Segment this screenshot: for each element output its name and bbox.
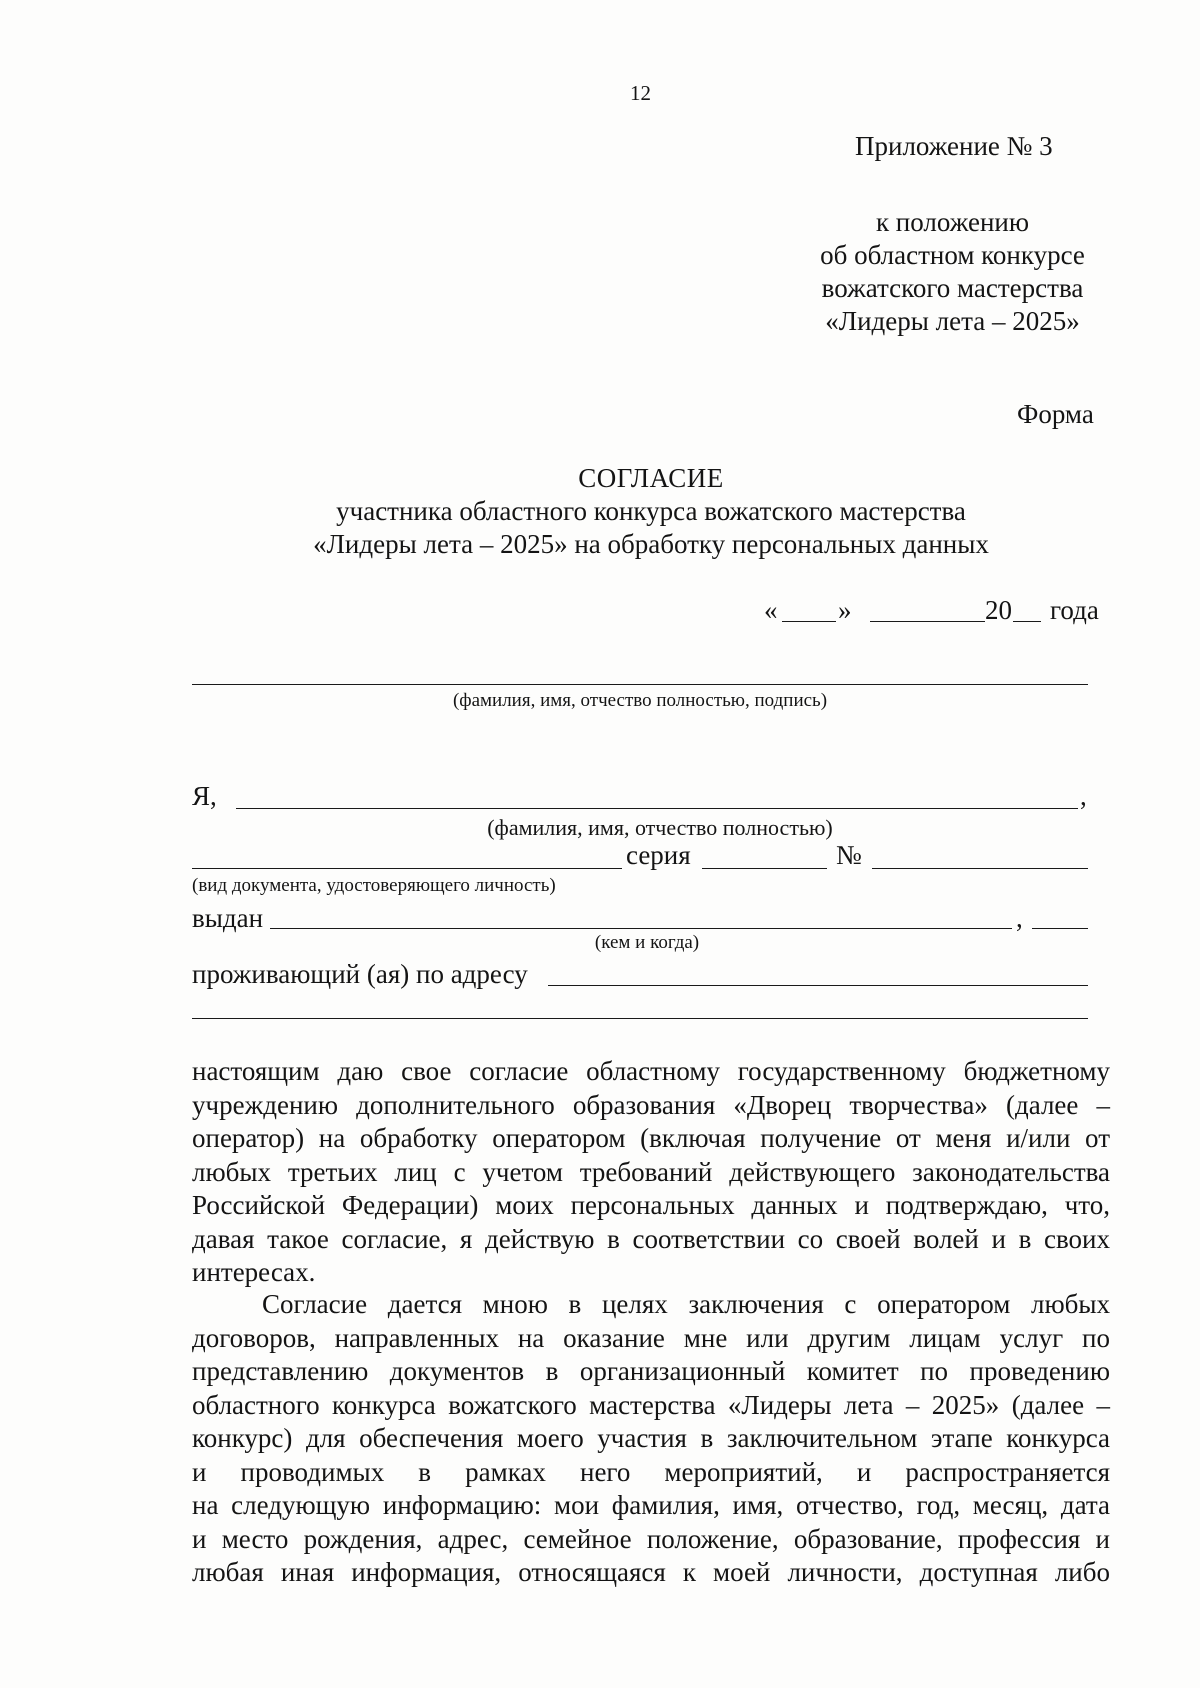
date-day-blank[interactable] (782, 621, 836, 622)
series-blank[interactable] (702, 868, 827, 869)
date-month-blank[interactable] (870, 621, 985, 622)
paragraph-line: Согласие дается мною в целях заключения с оператором любых (262, 1289, 1110, 1319)
date-year-word: года (1050, 595, 1099, 625)
issued-label: выдан (192, 903, 264, 933)
paragraph-line: давая такое согласие, я действую в соответствии со своей волей и в своих (192, 1223, 1110, 1254)
paragraph-line: конкурс) для обеспечения моего участия в заключительном этапе конкурса (192, 1423, 1110, 1453)
issued-by-blank[interactable] (270, 928, 1012, 929)
paragraph-line: договоров, направленных на оказание мне или другим лицам услуг по (192, 1322, 1110, 1353)
issued-date-blank[interactable] (1032, 928, 1088, 929)
date-close-quote: » (838, 595, 852, 625)
appendix-lines (815, 206, 1090, 338)
form-label: Форма (1017, 399, 1094, 429)
appendix-line: вожатского мастерства (821, 273, 1084, 303)
consent-paragraph-1 (192, 1055, 1110, 1290)
full-name-blank[interactable] (236, 808, 1078, 809)
paragraph-line: Российской Федерации) моих персональных данных и подтверждаю, что, (192, 1190, 1110, 1220)
address-label: проживающий (ая) по адресу (192, 959, 528, 989)
issued-comma: , (1016, 903, 1023, 933)
paragraph-line: настоящим даю свое согласие областному государственному бюджетному (192, 1056, 1110, 1086)
consent-heading (192, 462, 1110, 561)
i-label: Я, (192, 781, 217, 811)
appendix-title: Приложение № 3 (855, 131, 1053, 161)
paragraph-line: представлению документов в организационный комитет по проведению (192, 1356, 1110, 1386)
document-number-blank[interactable] (872, 868, 1088, 869)
paragraph-line: учреждению дополнительного образования «Дворец творчества» (далее – (192, 1089, 1110, 1120)
document-type-blank[interactable] (192, 868, 622, 869)
paragraph-line: оператор) на обработку оператором (включая получение от меня и/или от (192, 1123, 1110, 1153)
date-century: 20 (985, 595, 1012, 625)
issued-caption: (кем и когда) (594, 932, 700, 953)
paragraph-line: любых третьих лиц с учетом требований действующего законодательства (192, 1156, 1110, 1187)
address-blank-2[interactable] (192, 1018, 1088, 1019)
signature-blank[interactable] (192, 684, 1088, 685)
appendix-line: об областном конкурсе (820, 240, 1085, 270)
page-number: 12 (630, 81, 651, 105)
paragraph-line: и проводимых в рамках него мероприятий, и распространяется (192, 1456, 1110, 1487)
paragraph-line: любая иная информация, относящаяся к моей личности, доступная либо (192, 1557, 1110, 1587)
signature-caption: (фамилия, имя, отчество полностью, подпись) (452, 690, 828, 711)
full-name-comma: , (1080, 781, 1087, 811)
heading-title: СОГЛАСИЕ (578, 463, 724, 493)
paragraph-line: интересах. (192, 1257, 316, 1287)
heading-subtitle: «Лидеры лета – 2025» на обработку персональных данных (313, 529, 989, 559)
appendix-line: «Лидеры лета – 2025» (825, 306, 1080, 336)
consent-paragraph-2 (192, 1288, 1110, 1590)
number-label: № (836, 840, 862, 870)
paragraph-line: на следующую информацию: мои фамилия, имя, отчество, год, месяц, дата (192, 1490, 1110, 1520)
paragraph-line: и место рождения, адрес, семейное положение, образование, профессия и (192, 1523, 1110, 1554)
date-open-quote: « (764, 595, 778, 625)
series-label: серия (626, 840, 691, 870)
full-name-caption: (фамилия, имя, отчество полностью) (487, 815, 833, 840)
date-year-blank[interactable] (1013, 621, 1041, 622)
heading-subtitle: участника областного конкурса вожатского мастерства (336, 496, 966, 526)
paragraph-line: областного конкурса вожатского мастерства «Лидеры лета – 2025» (далее – (192, 1389, 1110, 1420)
address-blank[interactable] (548, 985, 1088, 986)
document-type-caption: (вид документа, удостоверяющего личность) (192, 875, 556, 896)
appendix-line: к положению (875, 207, 1030, 237)
